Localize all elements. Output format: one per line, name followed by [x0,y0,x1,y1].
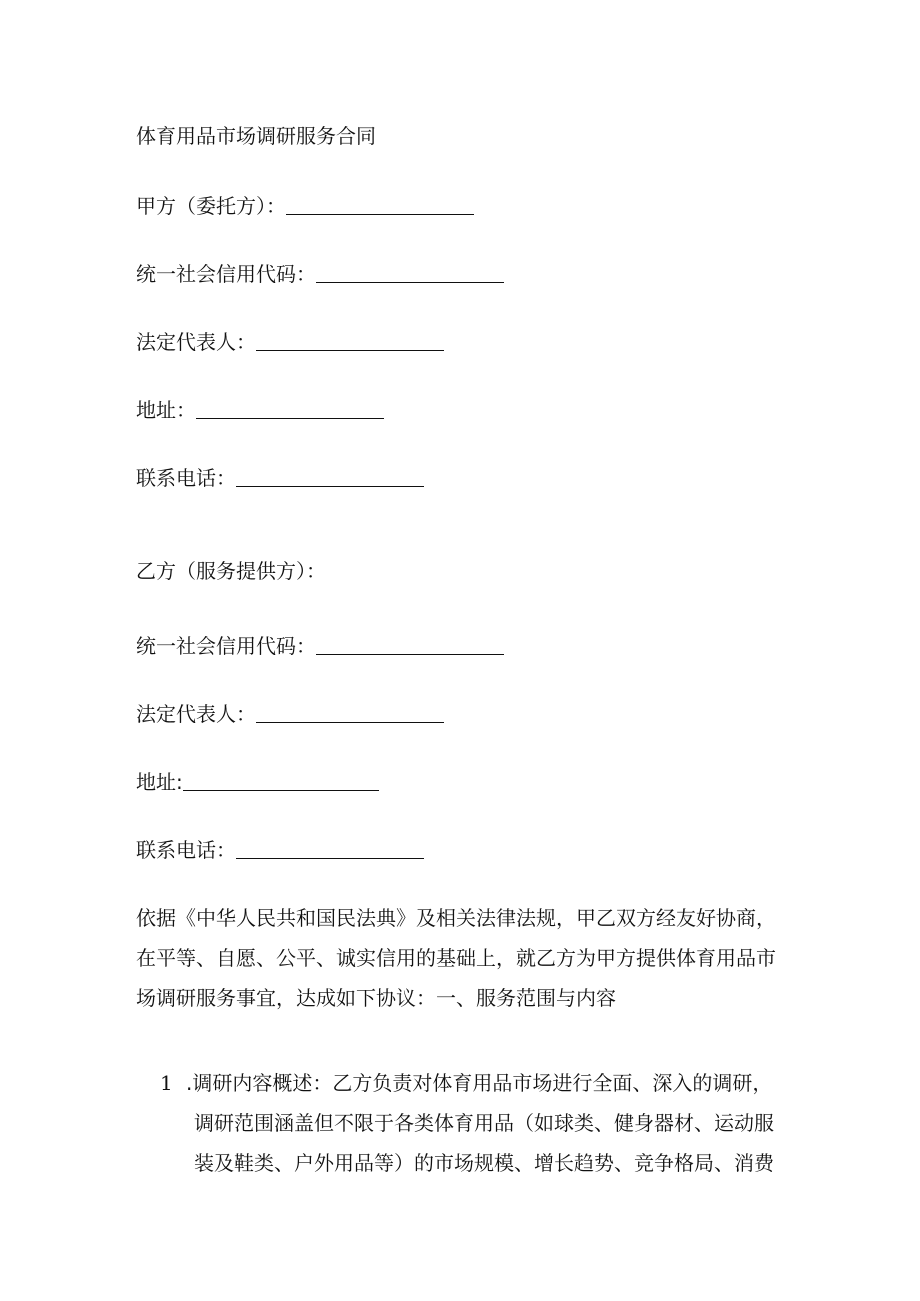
party-a-heading-row [136,192,474,220]
party-b-address-field[interactable] [183,770,379,791]
party-b-legal-rep-field[interactable] [256,702,444,723]
party-a-phone-field[interactable] [236,466,424,487]
party-a-address-row [136,396,384,424]
party-b-credit-code-row [136,632,504,660]
party-a-legal-rep-row [136,328,444,356]
preamble-line: 在平等、自愿、公平、诚实信用的基础上，就乙方为甲方提供体育用品市 [136,946,776,970]
party-a-phone-row [136,464,424,492]
party-b-heading-row [136,557,326,585]
party-b-legal-rep-label: 法定代表人： [136,702,256,726]
party-a-credit-code-row [136,260,504,288]
party-a-name-field[interactable] [286,194,474,215]
party-b-address-row [136,768,379,796]
party-a-legal-rep-field[interactable] [256,330,444,351]
party-b-credit-code-field[interactable] [316,634,504,655]
clause-line: 调研范围涵盖但不限于各类体育用品（如球类、健身器材、运动服 [194,1111,774,1135]
preamble-line: 依据《中华人民共和国民法典》及相关法律法规，甲乙双方经友好协商， [136,906,776,930]
party-a-address-label: 地址： [136,398,196,422]
party-b-heading: 乙方（服务提供方）： [136,559,326,583]
party-a-credit-code-field[interactable] [316,262,504,283]
party-a-phone-label: 联系电话： [136,466,236,490]
clause-line: .调研内容概述：乙方负责对体育用品市场进行全面、深入的调研， [186,1071,773,1095]
clause-number: 1 [160,1071,173,1095]
clause-line: 装及鞋类、户外用品等）的市场规模、增长趋势、竞争格局、消费 [194,1151,774,1175]
party-b-phone-row [136,836,424,864]
party-a-credit-code-label: 统一社会信用代码： [136,262,316,286]
party-a-legal-rep-label: 法定代表人： [136,330,256,354]
party-b-legal-rep-row [136,700,444,728]
party-a-address-field[interactable] [196,398,384,419]
party-a-heading: 甲方（委托方）： [136,194,286,218]
document-title: 体育用品市场调研服务合同 [136,124,376,148]
party-b-address-label: 地址: [136,770,183,794]
preamble-line: 场调研服务事宜，达成如下协议：一、服务范围与内容 [136,986,616,1010]
preamble-paragraph [136,898,786,1018]
clause-item-1 [160,1063,800,1183]
party-b-phone-label: 联系电话： [136,838,236,862]
party-b-phone-field[interactable] [236,838,424,859]
party-b-credit-code-label: 统一社会信用代码： [136,634,316,658]
